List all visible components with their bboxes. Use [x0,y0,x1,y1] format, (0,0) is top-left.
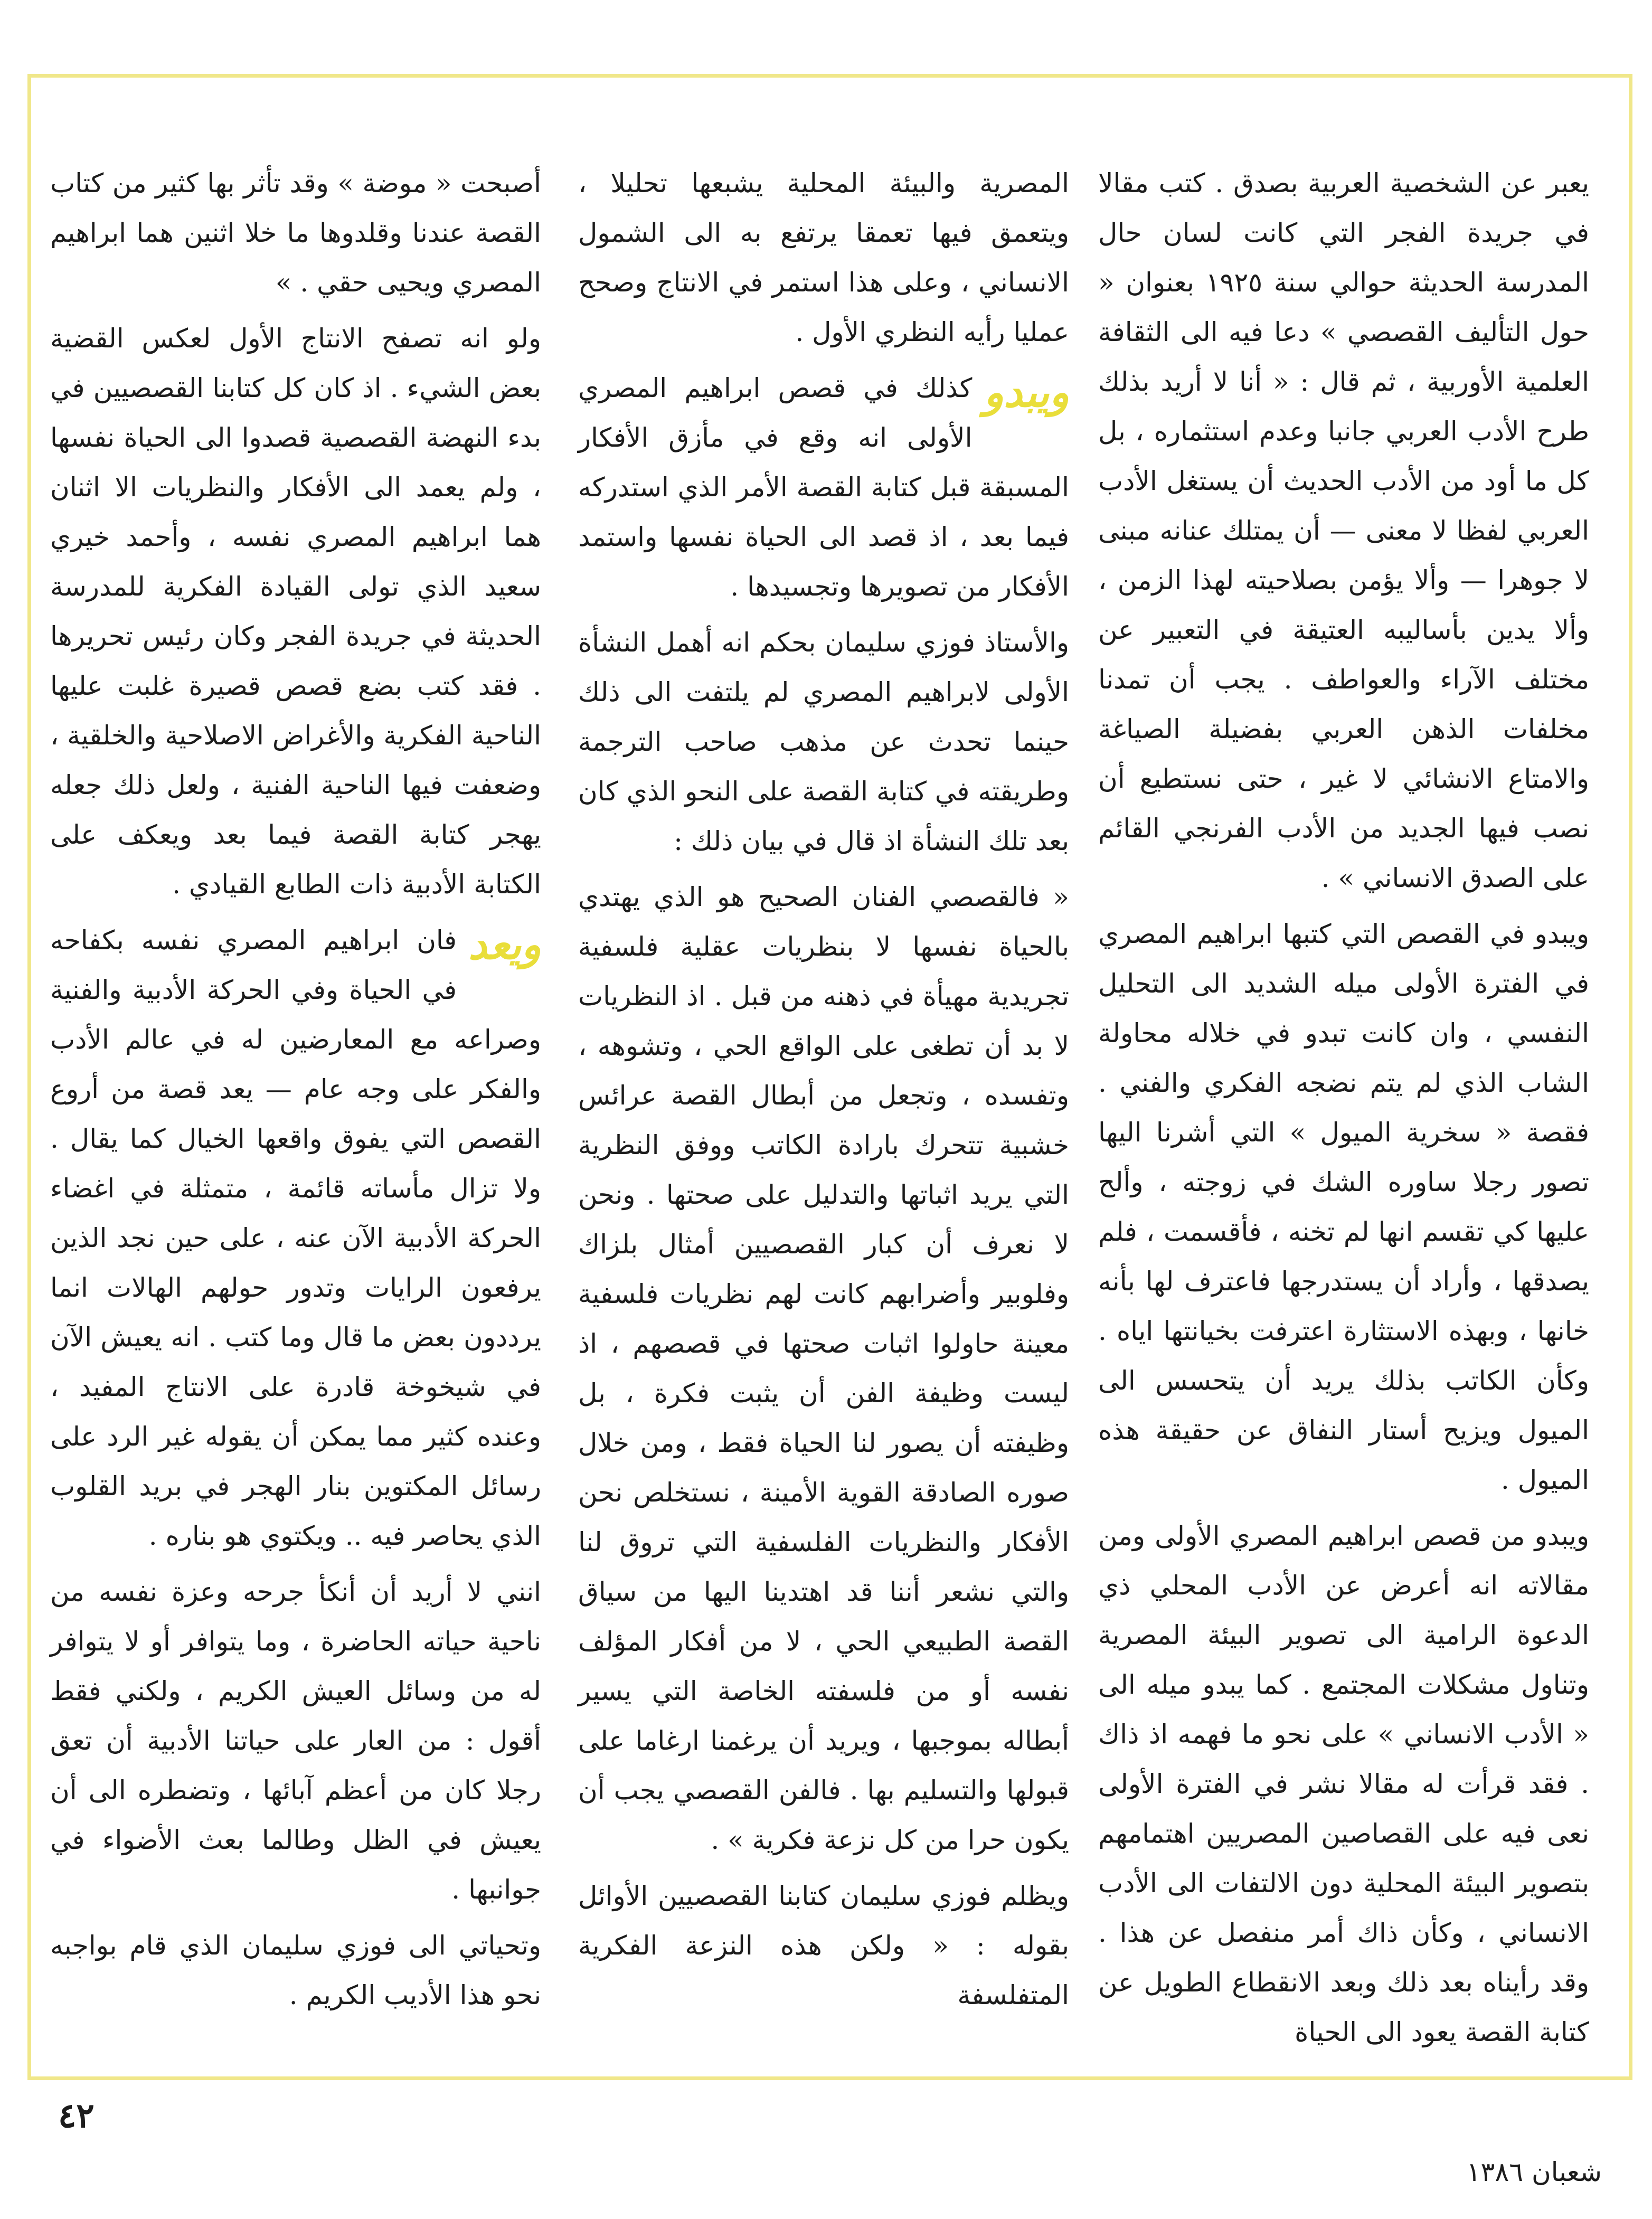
paragraph-with-lead [50,915,541,1561]
paragraph: ولو انه تصفح الانتاج الأول لعكس القضية بعض الشيء . اذ كان كل كتابنا القصصيين في بدء النهضة القصصية قصدوا الى الحياة نفسها ، ولم يعمد الى الأفكار والنظريات الا اثنان هما ابراهيم المصري نفسه ، وأحمد خيري سعيد الذي تولى القيادة الفكرية للمدرسة الحديثة في جريدة الفجر وكان رئيس تحريرها . فقد كتب بضع قصص قصيرة غلبت عليها الناحية الفكرية والأغراض الاصلاحية والخلقية ، وضعفت فيها الناحية الفنية ، ولعل ذلك جعله يهجر كتابة القصة فيما بعد ويعكف على الكتابة الأدبية ذات الطابع القيادي . [50,323,541,900]
paragraph: المصرية والبيئة المحلية يشبعها تحليلا ، ويتعمق فيها تعمقا يرتفع به الى الشمول الانساني ، وعلى هذا استمر في الانتاج وصحح عمليا رأيه النظري الأول . [578,168,1069,347]
paragraph-text: كذلك في قصص ابراهيم المصري الأولى انه وقع في مأزق الأفكار المسبقة قبل كتابة القصة الأمر الذي استدركه فيما بعد ، اذ قصد الى الحياة نفسها واستمد الأفكار من تصويرها وتجسيدها . [578,373,1069,602]
issue-date: شعبان ١٣٨٦ [1466,2157,1602,2187]
paragraph: يعبر عن الشخصية العربية بصدق . كتب مقالا في جريدة الفجر التي كانت لسان حال المدرسة الحديثة حوالي سنة ١٩٢٥ بعنوان « حول التأليف القصصي » دعا فيه الى الثقافة العلمية الأوربية ، ثم قال : « أنا لا أريد بذلك طرح الأدب العربي جانبا وعدم استثماره ، بل كل ما أود من الأدب الحديث أن يستغل الأدب العربي لفظا لا معنى — أن يمتلك عنانه مبنى لا جوهرا — وألا يؤمن بصلاحيته لهذا الزمن ، وألا يدين بأساليبه العتيقة في التعبير عن مختلف الآراء والعواطف . يجب أن تمدنا مخلفات الذهن العربي بفضيلة الصياغة والامتاع الانشائي لا غير ، حتى نستطيع أن نصب فيها الجديد من الأدب الفرنجي القائم على الصدق الانساني » . [1098,168,1590,893]
lead-word: ويبدو [984,369,1069,417]
paragraph-with-lead [578,363,1069,611]
page-number: ٤٢ [58,2096,95,2136]
quote-paragraph: « فالقصصي الفنان الصحيح هو الذي يهتدي بالحياة نفسها لا بنظريات عقلية فلسفية تجريدية مهيأة في ذهنه من قبل . اذ النظريات لا بد أن تطغى على الواقع الحي ، وتشوهه ، وتفسده ، وتجعل من أبطال القصة عرائس خشبية تتحرك بارادة الكاتب ووفق النظرية التي يريد اثباتها والتدليل على صحتها . ونحن لا نعرف أن كبار القصصيين أمثال بلزاك وفلوبير وأضرابهم كانت لهم نظريات فلسفية معينة حاولوا اثبات صحتها في قصصهم ، اذ ليست وظيفة الفن أن يثبت فكرة ، بل وظيفته أن يصور لنا الحياة فقط ، ومن خلال صوره الصادقة القوية الأمينة ، نستخلص نحن الأفكار والنظريات الفلسفية التي تروق لنا والتي نشعر أننا قد اهتدينا اليها من سياق القصة الطبيعي الحي ، لا من أفكار المؤلف نفسه أو من فلسفته الخاصة التي يسير أبطاله بموجبها ، ويريد أن يرغمنا ارغاما على قبولها والتسليم بها . فالفن القصصي يجب أن يكون حرا من كل نزعة فكرية » . [578,882,1070,1855]
paragraph: ويبدو من قصص ابراهيم المصري الأولى ومن مقالاته انه أعرض عن الأدب المحلي ذي الدعوة الرامية الى تصوير البيئة المصرية وتناول مشكلات المجتمع . كما يبدو ميله الى « الأدب الانساني » على نحو ما فهمه اذ ذاك . فقد قرأت له مقالا نشر في الفترة الأولى نعى فيه على القصاصين المصريين اهتمامهم بتصوير البيئة المحلية دون الالتفات الى الأدب الانساني ، وكأن ذاك أمر منفصل عن هذا . وقد رأيناه بعد ذلك وبعد الانقطاع الطويل عن كتابة القصة يعود الى الحياة [1098,1521,1589,2047]
paragraph-text: فان ابراهيم المصري نفسه بكفاحه في الحياة وفي الحركة الأدبية والفنية وصراعه مع المعارضين له في عالم الأدب والفكر على وجه عام — يعد قصة من أروع القصص التي يفوق واقعها الخيال كما يقال . ولا تزال مأساته قائمة ، متمثلة في اغضاء الحركة الأدبية الآن عنه ، على حين نجد الذين يرفعون الرايات وتدور حولهم الهالات انما يرددون بعض ما قال وما كتب . انه يعيش الآن في شيخوخة قادرة على الانتاج المفيد ، وعنده كثير مما يمكن أن يقوله غير الرد على رسائل المكتوين بنار الهجر في بريد القلوب الذي يحاصر فيه .. ويكتوي هو بناره . [50,925,541,1551]
lead-word: ويعد [468,921,541,969]
paragraph: انني لا أريد أن أنكأ جرحه وعزة نفسه من ناحية حياته الحاضرة ، وما يتوافر أو لا يتوافر له من وسائل العيش الكريم ، ولكني فقط أقول : من العار على حياتنا الأدبية أن تعق رجلا كان من أعظم آبائها ، وتضطره الى أن يعيش في الظل وطالما بعث الأضواء في جوانبها . [50,1576,541,1905]
paragraph: وتحياتي الى فوزي سليمان الذي قام بواجبه نحو هذا الأديب الكريم . [50,1930,541,2010]
paragraph: ويبدو في القصص التي كتبها ابراهيم المصري في الفترة الأولى ميله الشديد الى التحليل النفسي ، وان كانت تبدو في خلاله محاولة الشاب الذي لم يتم نضجه الفكري والفني . فقصة « سخرية الميول » التي أشرنا اليها تصور رجلا ساوره الشك في زوجته ، وألح عليها كي تقسم انها لم تخنه ، فأقسمت ، فلم يصدقها ، وأراد أن يستدرجها فاعترف لها بأنه خانها ، وبهذه الاستثارة اعترفت بخيانتها اياه . وكأن الكاتب بذلك يريد أن يتحسس الى الميول ويزيح أستار النفاق عن حقيقة هذه الميول . [1098,919,1589,1495]
paragraph: ويظلم فوزي سليمان كتابنا القصصيين الأوائل بقوله : « ولكن هذه النزعة الفكرية المتفلسفة [578,1881,1069,2010]
article-column-right [1098,158,1590,2047]
paragraph: أصبحت « موضة » وقد تأثر بها كثير من كتاب القصة عندنا وقلدوها ما خلا اثنين هما ابراهيم المصري ويحيى حقي . » [50,168,541,298]
article-column-left [50,158,541,2010]
article-column-middle [578,158,1070,2010]
paragraph: والأستاذ فوزي سليمان بحكم انه أهمل النشأة الأولى لابراهيم المصري لم يلتفت الى ذلك حينما تحدث عن مذهب صاحب الترجمة وطريقته في كتابة القصة على النحو الذي كان بعد تلك النشأة اذ قال في بيان ذلك : [578,627,1069,856]
